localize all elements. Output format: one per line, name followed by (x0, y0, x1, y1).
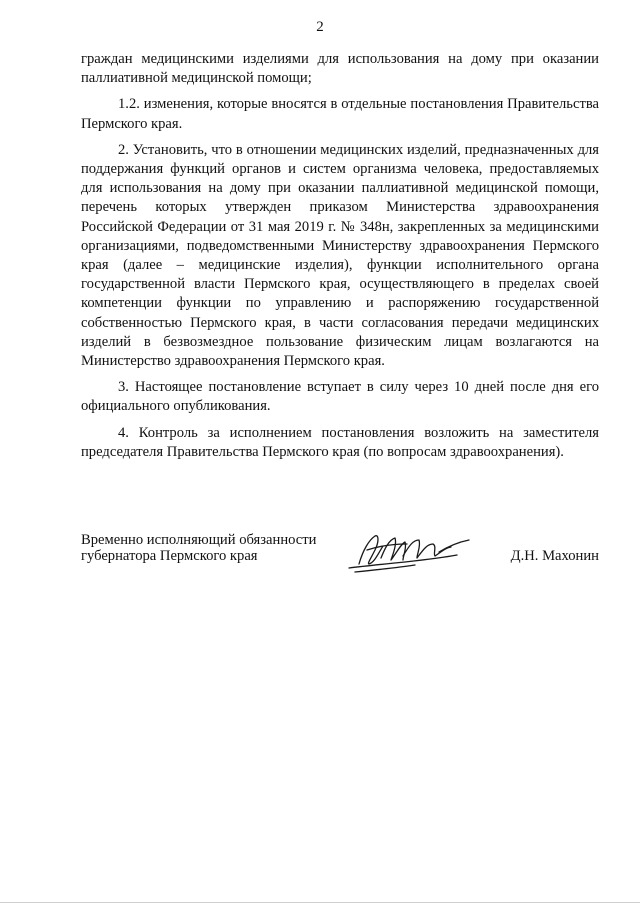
scan-edge-line (0, 902, 640, 903)
signer-title-line-2: губернатора Пермского края (81, 548, 258, 564)
paragraph-item-4: 4. Контроль за исполнением постановления возложить на заместителя председателя Правительства Пермского края (по вопросам здравоохранения). (81, 424, 599, 460)
signer-title (81, 532, 351, 564)
paragraph-item-1-2: 1.2. изменения, которые вносятся в отдельные постановления Правительства Пермского края. (81, 96, 599, 132)
signature-block (81, 532, 599, 582)
handwritten-signature-icon (345, 528, 475, 574)
page-number: 2 (316, 19, 324, 35)
signer-title-line-1: Временно исполняющий обязанности (81, 532, 317, 548)
paragraph-continuation: граждан медицинскими изделиями для использования на дому при оказании паллиативной медицинской помощи; (81, 51, 599, 87)
signer-name: Д.Н. Махонин (510, 548, 599, 564)
document-body (81, 50, 599, 469)
paragraph-item-2: 2. Установить, что в отношении медицинских изделий, предназначенных для поддержания функций органов и систем организма человека, предоставляемых для использования на дому при оказании паллиативной медицинской помощи, перечень которых утвержден приказом Министерства здравоохранения Российской Федерации от 31 мая 2019 г. № 348н, закрепленных за медицинскими организациями, подведомственными Министерству здравоохранения Пермского края (далее – медицинские изделия), функции исполнительного органа государственной власти Пермского края, осуществляющего в пределах своей компетенции функции по управлению и распоряжению государственной собственностью Пермского края, в части согласования передачи медицинских изделий в безвозмездное пользование физическим лицам возлагаются на Министерство здравоохранения Пермского края. (81, 141, 599, 370)
paragraph-item-3: 3. Настоящее постановление вступает в силу через 10 дней после дня его официального опубликования. (81, 379, 599, 415)
